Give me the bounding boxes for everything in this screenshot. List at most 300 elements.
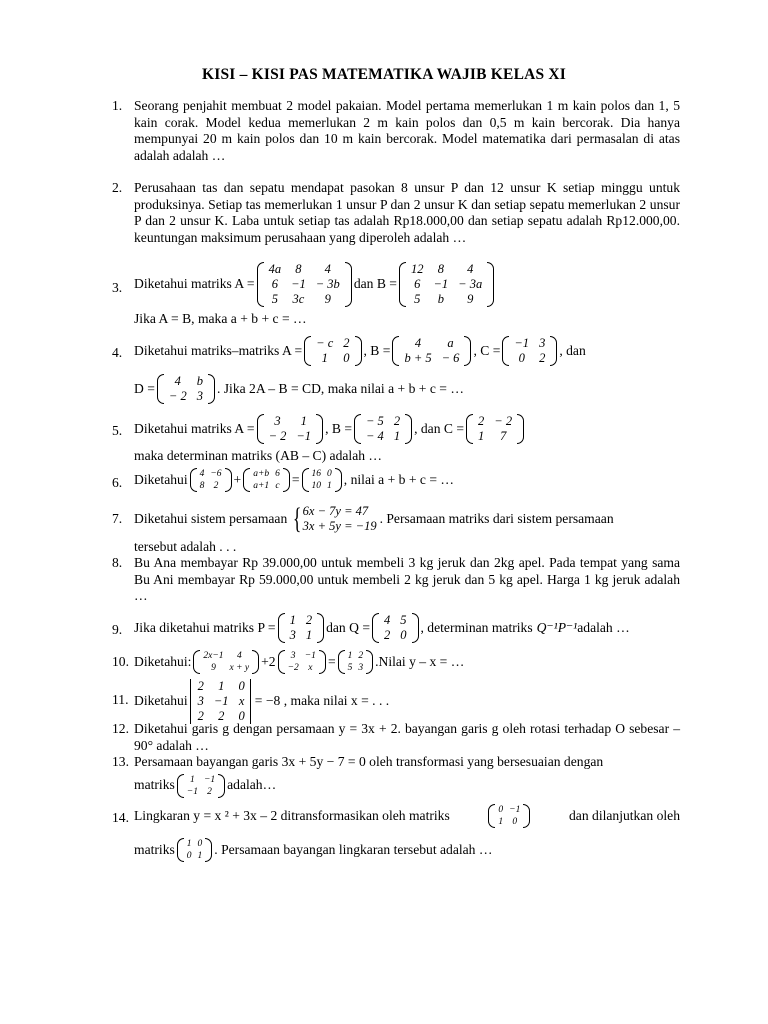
matrix-row <box>311 351 354 366</box>
matrix-row <box>285 628 318 643</box>
question-number: 1. <box>112 98 123 113</box>
question-text: Diketahui sistem persamaan <box>134 510 288 526</box>
matrix-row <box>285 613 318 628</box>
matrix-cell: 8 <box>437 262 444 276</box>
question-text: dan B = <box>353 276 397 292</box>
left-paren <box>257 262 264 307</box>
question-2 <box>112 180 680 246</box>
question-text: Perusahaan tas dan sepatu mendapat pasokan 8 unsur P dan 12 unsur K setiap minggu untuk produksinya. Setiap tas memerlukan 1 unsur P dan 2 unsur K dan setiap sepatu memerlukan 2 unsur P dan 2 unsur K. Laba untuk setiap tas adalah Rp18.000,00 dan setiap sepatu adalah Rp12.000,00. keuntungan maksimum perusahaan yang diperoleh adalah … <box>134 180 680 245</box>
matrix-3 <box>338 650 374 674</box>
matrix-cell: b <box>437 292 444 306</box>
matrix-entries <box>311 336 354 366</box>
question-text: Diketahui matriks A = <box>134 420 255 436</box>
matrix-entries <box>379 613 412 643</box>
matrix-cell: 2 <box>358 651 364 661</box>
matrix-cell: 1 <box>300 414 307 428</box>
matrix-cell: x <box>308 663 313 673</box>
matrix-cell: − 2 <box>494 414 513 428</box>
matrix-cell: 0 <box>197 839 203 849</box>
matrix-a <box>257 414 324 444</box>
left-paren <box>372 613 379 643</box>
left-paren <box>392 336 399 366</box>
matrix-cell: 2 <box>393 414 401 428</box>
question-text: , nilai a + b + c = … <box>343 471 455 487</box>
matrix-row <box>164 389 208 404</box>
matrix-cell: 5 <box>400 613 407 627</box>
matrix-cell: −1 <box>514 336 530 350</box>
matrix-cell: 3 <box>358 663 364 673</box>
matrix-row <box>184 838 206 850</box>
question-text: adalah … <box>577 619 630 635</box>
matrix-cell: 2 <box>478 414 485 428</box>
matrix-row <box>309 480 335 492</box>
matrix-row <box>495 816 523 828</box>
left-paren <box>243 468 250 492</box>
right-paren <box>405 414 412 444</box>
matrix-row <box>311 336 354 351</box>
question-number: 6. <box>112 475 123 490</box>
matrix-cell: 3 <box>539 336 546 350</box>
matrix-row <box>361 429 405 444</box>
question-text: tersebut adalah . . . <box>134 539 237 554</box>
right-paren <box>550 336 557 366</box>
question-text: Diketahui <box>134 471 188 487</box>
matrix-entries <box>509 336 550 366</box>
matrix-entries <box>285 613 318 643</box>
matrix-row <box>509 336 550 351</box>
matrix-cell: 2 <box>384 628 391 642</box>
equals-sign: = <box>327 653 336 669</box>
matrix-row <box>200 650 252 662</box>
matrix-cell: 5 <box>271 292 278 306</box>
matrix-cell: 8 <box>295 262 302 276</box>
matrix-row <box>264 414 317 429</box>
matrix-cell: 0 <box>518 351 525 365</box>
right-paren <box>335 468 342 492</box>
matrix-row <box>473 429 517 444</box>
matrix-cell: 2 <box>539 351 546 365</box>
matrix-row <box>264 277 345 292</box>
question-text: Lingkaran y = x ² + 3x – 2 ditransformasikan oleh matriks <box>134 807 450 823</box>
left-paren <box>257 414 264 444</box>
matrix-cell: a <box>447 336 454 350</box>
equals-sign: = <box>291 471 300 487</box>
question-12 <box>112 721 680 754</box>
matrix-cell: 3 <box>289 628 296 642</box>
matrix-cell: 1 <box>327 481 332 491</box>
matrix-p <box>278 613 325 643</box>
matrix-row <box>193 694 250 709</box>
equation-2: 3x + 5y = −19 <box>302 519 377 533</box>
matrix-cell: 0 <box>238 709 245 723</box>
question-text: , dan C = <box>414 420 465 436</box>
question-text: . Persamaan bayangan lingkaran tersebut adalah … <box>214 841 493 857</box>
question-number: 10. <box>112 654 129 669</box>
matrix-row <box>184 786 218 798</box>
question-text: Diketahui: <box>134 653 192 669</box>
right-paren <box>316 414 323 444</box>
question-14 <box>112 804 680 862</box>
plus-sign: + <box>233 471 242 487</box>
matrix-cell: 5 <box>414 292 421 306</box>
question-text: adalah… <box>227 777 277 793</box>
question-9 <box>112 613 680 643</box>
right-paren <box>252 650 259 674</box>
question-text: Jika A = B, maka a + b + c = … <box>134 311 307 326</box>
left-paren <box>354 414 361 444</box>
question-text: matriks <box>134 777 175 793</box>
matrix-cell: b + 5 <box>404 351 432 365</box>
matrix-cell: −1 <box>509 805 521 815</box>
matrix-cell: 0 <box>512 817 518 827</box>
matrix-entries <box>250 468 283 492</box>
matrix-cell: 1 <box>189 774 195 785</box>
matrix-entries <box>184 774 218 798</box>
matrix-cell: − 3a <box>458 277 483 291</box>
matrix-cell: 1 <box>347 651 353 661</box>
question-number: 8. <box>112 555 123 570</box>
matrix-b <box>399 262 494 307</box>
matrix-cell: 1 <box>186 839 192 849</box>
matrix-cell: 2 <box>218 709 225 723</box>
matrix-cell: − 4 <box>366 429 384 443</box>
matrix-row <box>184 850 206 862</box>
right-paren <box>283 468 290 492</box>
matrix-row <box>250 480 283 492</box>
question-text: D = <box>134 380 155 396</box>
question-text: Diketahui garis g dengan persamaan y = 3x + 2. bayangan garis g oleh rotasi terhadap O sebesar – 90° adalah … <box>134 721 680 753</box>
question-text: Persamaan bayangan garis 3x + 5y − 7 = 0 oleh transformasi yang bersesuaian dengan <box>134 754 604 769</box>
matrix-cell: 2 <box>197 709 204 723</box>
right-paren <box>355 336 362 366</box>
matrix-cell: −1 <box>296 429 312 443</box>
question-number: 9. <box>112 622 123 637</box>
matrix-row <box>309 468 335 480</box>
question-text: = −8 , maka nilai x = . . . <box>254 693 390 709</box>
question-text: , B = <box>363 342 391 358</box>
matrix-2 <box>243 468 290 492</box>
question-text: Diketahui <box>134 693 188 709</box>
matrix-row <box>379 628 412 643</box>
matrix-entries <box>345 650 367 674</box>
matrix-cell: 5 <box>347 663 353 673</box>
matrix-c <box>502 336 557 366</box>
question-5 <box>112 414 680 465</box>
question-number: 5. <box>112 423 123 438</box>
matrix-cell: 4 <box>174 374 181 388</box>
left-paren <box>399 262 406 307</box>
right-paren <box>517 414 524 444</box>
matrix-cell: −1 <box>291 277 306 291</box>
matrix-cell: 4 <box>467 262 474 276</box>
determinant <box>190 679 253 724</box>
matrix-row <box>473 414 517 429</box>
matrix-entries <box>264 262 345 307</box>
matrix-row <box>264 292 345 307</box>
transformation-matrix-1 <box>488 804 530 828</box>
question-text: dan Q = <box>326 619 370 635</box>
matrix-cell: 4 <box>199 469 205 479</box>
question-text: Diketahui matriks–matriks A = <box>134 342 303 358</box>
matrix-cell: 3 <box>274 414 281 428</box>
matrix-cell: 3 <box>197 694 204 708</box>
matrix-cell: 1 <box>498 817 504 827</box>
matrix-row <box>197 468 225 480</box>
matrix-2 <box>278 650 326 674</box>
matrix-row <box>285 650 319 662</box>
matrix-row <box>197 480 225 492</box>
matrix-cell: 4 <box>384 613 391 627</box>
matrix-cell: − 6 <box>441 351 460 365</box>
matrix-cell: x <box>238 694 245 708</box>
question-3 <box>112 262 680 328</box>
transformation-matrix-2 <box>177 838 213 862</box>
matrix-entries <box>495 804 523 828</box>
question-number: 3. <box>112 280 123 295</box>
question-number: 13. <box>112 754 129 769</box>
question-1 <box>112 98 680 164</box>
matrix-expression: Q⁻¹P⁻¹ <box>536 619 578 635</box>
matrix-entries <box>264 414 317 444</box>
matrix-cell: x + y <box>229 663 250 673</box>
matrix-cell: 0 <box>400 628 407 642</box>
matrix-cell: 6 <box>275 469 280 479</box>
matrix-q <box>372 613 419 643</box>
left-paren <box>488 804 495 828</box>
matrix-cell: − 2 <box>268 429 287 443</box>
matrix-cell: b <box>196 374 203 388</box>
matrix-cell: a+1 <box>253 481 270 491</box>
matrix-cell: 6 <box>414 277 421 291</box>
matrix-a <box>304 336 361 366</box>
right-paren <box>523 804 530 828</box>
question-text: , B = <box>325 420 352 436</box>
matrix-cell: − 2 <box>168 389 187 403</box>
matrix-cell: 2 <box>213 481 219 491</box>
equation-system <box>290 504 376 534</box>
matrix-cell: 3 <box>290 651 296 661</box>
matrix-cell: 0 <box>238 679 245 693</box>
right-paren <box>412 613 419 643</box>
matrix-entries <box>197 468 225 492</box>
matrix-cell: 2 <box>305 613 313 627</box>
matrix-row <box>406 292 487 307</box>
matrix-cell: −6 <box>210 469 222 479</box>
matrix-entries <box>399 336 464 366</box>
matrix-cell: 4 <box>414 336 422 350</box>
left-paren <box>502 336 509 366</box>
question-number: 2. <box>112 180 123 195</box>
matrix-entries <box>193 679 250 724</box>
matrix-cell: 10 <box>311 481 322 491</box>
matrix-cell: 8 <box>199 481 205 491</box>
matrix-cell: 3c <box>292 292 305 306</box>
matrix-cell: −1 <box>213 694 229 708</box>
matrix-cell: 9 <box>324 292 331 306</box>
matrix-3 <box>302 468 342 492</box>
matrix-cell: 4 <box>236 651 242 661</box>
question-number: 4. <box>112 345 123 360</box>
left-paren <box>177 838 184 862</box>
right-paren <box>205 838 212 862</box>
question-number: 11. <box>112 692 129 707</box>
question-text: dan dilanjutkan oleh <box>569 807 680 823</box>
left-paren <box>278 613 285 643</box>
matrix-cell: 1 <box>197 851 203 861</box>
question-text: Jika diketahui matriks P = <box>134 619 276 635</box>
matrix-row <box>379 613 412 628</box>
matrix-cell: −1 <box>186 786 198 797</box>
right-paren <box>345 262 352 307</box>
right-paren <box>487 262 494 307</box>
matrix-cell: 1 <box>478 429 485 443</box>
question-4 <box>112 336 680 404</box>
question-text: Bu Ana membayar Rp 39.000,00 untuk membeli 3 kg jeruk dan 2kg apel. Pada tempat yang sama Bu Ani membayar Rp 59.000,00 untuk membeli 2 kg jeruk dan 5 kg apel. Harga 1 kg jeruk adalah … <box>134 555 680 604</box>
matrix-row <box>361 414 405 429</box>
matrix-row <box>250 468 283 480</box>
right-paren <box>208 374 215 404</box>
right-paren <box>319 650 326 674</box>
matrix-cell: c <box>275 481 280 491</box>
right-paren <box>218 774 225 798</box>
matrix-row <box>285 662 319 674</box>
left-paren <box>190 468 197 492</box>
matrix-b <box>392 336 471 366</box>
matrix-cell: 7 <box>500 429 507 443</box>
matrix-row <box>406 262 487 277</box>
matrix-cell: 4a <box>268 262 282 276</box>
left-paren <box>278 650 285 674</box>
matrix-cell: − 5 <box>366 414 384 428</box>
document-title: KISI – KISI PAS MATEMATIKA WAJIB KELAS XI <box>201 66 567 83</box>
left-paren <box>466 414 473 444</box>
matrix-cell: 2 <box>197 679 204 693</box>
matrix-cell: 0 <box>186 851 192 861</box>
matrix-entries <box>164 374 208 404</box>
question-number: 12. <box>112 721 129 736</box>
left-paren <box>302 468 309 492</box>
right-paren <box>464 336 471 366</box>
right-paren <box>366 650 373 674</box>
matrix-entries <box>473 414 517 444</box>
left-paren <box>193 650 200 674</box>
matrix-cell: −1 <box>304 651 316 661</box>
matrix-cell: 1 <box>393 429 401 443</box>
equation-1: 6x − 7y = 47 <box>302 504 369 518</box>
matrix-entries <box>200 650 252 674</box>
matrix-row <box>406 277 487 292</box>
matrix-cell: 0 <box>327 469 332 479</box>
matrix-row <box>495 804 523 816</box>
right-bar <box>250 679 253 724</box>
matrix-entries <box>309 468 335 492</box>
question-6 <box>112 468 680 492</box>
question-number: 7. <box>112 511 123 526</box>
matrix-cell: 1 <box>305 628 313 642</box>
right-paren <box>317 613 324 643</box>
brace-icon: { <box>293 502 302 535</box>
matrix-cell: 4 <box>324 262 331 276</box>
matrix-row <box>200 662 252 674</box>
matrix-row <box>345 662 367 674</box>
matrix-cell: 0 <box>343 351 350 365</box>
plus-sign: +2 <box>261 653 276 669</box>
matrix-b <box>354 414 412 444</box>
question-text: Seorang penjahit membuat 2 model pakaian. Model pertama memerlukan 1 m kain polos dan 1, 5 kain corak. Model kedua memerlukan 2 m kain polos dan 0,5 m kain bercorak. Dia hanya mempunyai 20 m kain polos dan 10 m kain bercorak. Model matematika dari permasalan di atas adalah adalah … <box>134 98 680 163</box>
question-11 <box>112 679 680 724</box>
matrix-cell: 1 <box>321 351 328 365</box>
transformation-matrix <box>177 774 225 798</box>
matrix-entries <box>361 414 405 444</box>
left-paren <box>338 650 345 674</box>
matrix-c <box>466 414 524 444</box>
question-text: Diketahui matriks A = <box>134 276 255 292</box>
matrix-cell: −1 <box>433 277 449 291</box>
matrix-cell: 6 <box>271 277 278 291</box>
question-text: , dan <box>559 342 586 358</box>
matrix-cell: 1 <box>218 679 225 693</box>
question-7 <box>112 504 680 556</box>
left-paren <box>157 374 164 404</box>
matrix-cell: 16 <box>311 469 322 479</box>
question-text: . Persamaan matriks dari sistem persamaan <box>379 510 614 526</box>
question-text: , C = <box>473 342 501 358</box>
question-text: , determinan matriks <box>420 619 533 635</box>
matrix-cell: −1 <box>203 774 216 785</box>
matrix-row <box>193 679 250 694</box>
matrix-row <box>399 351 464 366</box>
matrix-cell: −2 <box>287 663 299 673</box>
matrix-a <box>257 262 352 307</box>
matrix-cell: 0 <box>498 805 504 815</box>
left-paren <box>304 336 311 366</box>
question-13 <box>112 754 680 798</box>
question-8 <box>112 555 680 605</box>
matrix-cell: − 3b <box>315 277 340 291</box>
matrix-row <box>345 650 367 662</box>
question-text: .Nilai y – x = … <box>375 653 465 669</box>
matrix-row <box>184 774 218 786</box>
question-text: matriks <box>134 841 175 857</box>
question-text: maka determinan matriks (AB – C) adalah … <box>134 448 383 463</box>
matrix-row <box>264 429 317 444</box>
question-10 <box>112 650 680 674</box>
matrix-row <box>164 374 208 389</box>
matrix-row <box>399 336 464 351</box>
matrix-cell: 2 <box>207 786 212 797</box>
left-paren <box>177 774 184 798</box>
matrix-entries <box>406 262 487 307</box>
matrix-cell: 2x−1 <box>203 651 224 661</box>
matrix-cell: 9 <box>211 663 216 673</box>
matrix-entries <box>285 650 319 674</box>
matrix-cell: 3 <box>196 389 203 403</box>
matrix-1 <box>193 650 259 674</box>
matrix-entries <box>184 838 206 862</box>
question-number: 14. <box>112 810 129 825</box>
matrix-cell: 1 <box>289 613 296 627</box>
matrix-cell: a+b <box>253 469 270 479</box>
matrix-cell: 12 <box>410 262 424 276</box>
question-text: . Jika 2A – B = CD, maka nilai a + b + c = … <box>216 380 464 396</box>
matrix-row <box>264 262 345 277</box>
matrix-cell: 2 <box>343 336 350 350</box>
matrix-row <box>509 351 550 366</box>
matrix-cell: 9 <box>467 292 474 306</box>
matrix-1 <box>190 468 232 492</box>
right-paren <box>225 468 232 492</box>
matrix-cell: − c <box>316 336 334 350</box>
